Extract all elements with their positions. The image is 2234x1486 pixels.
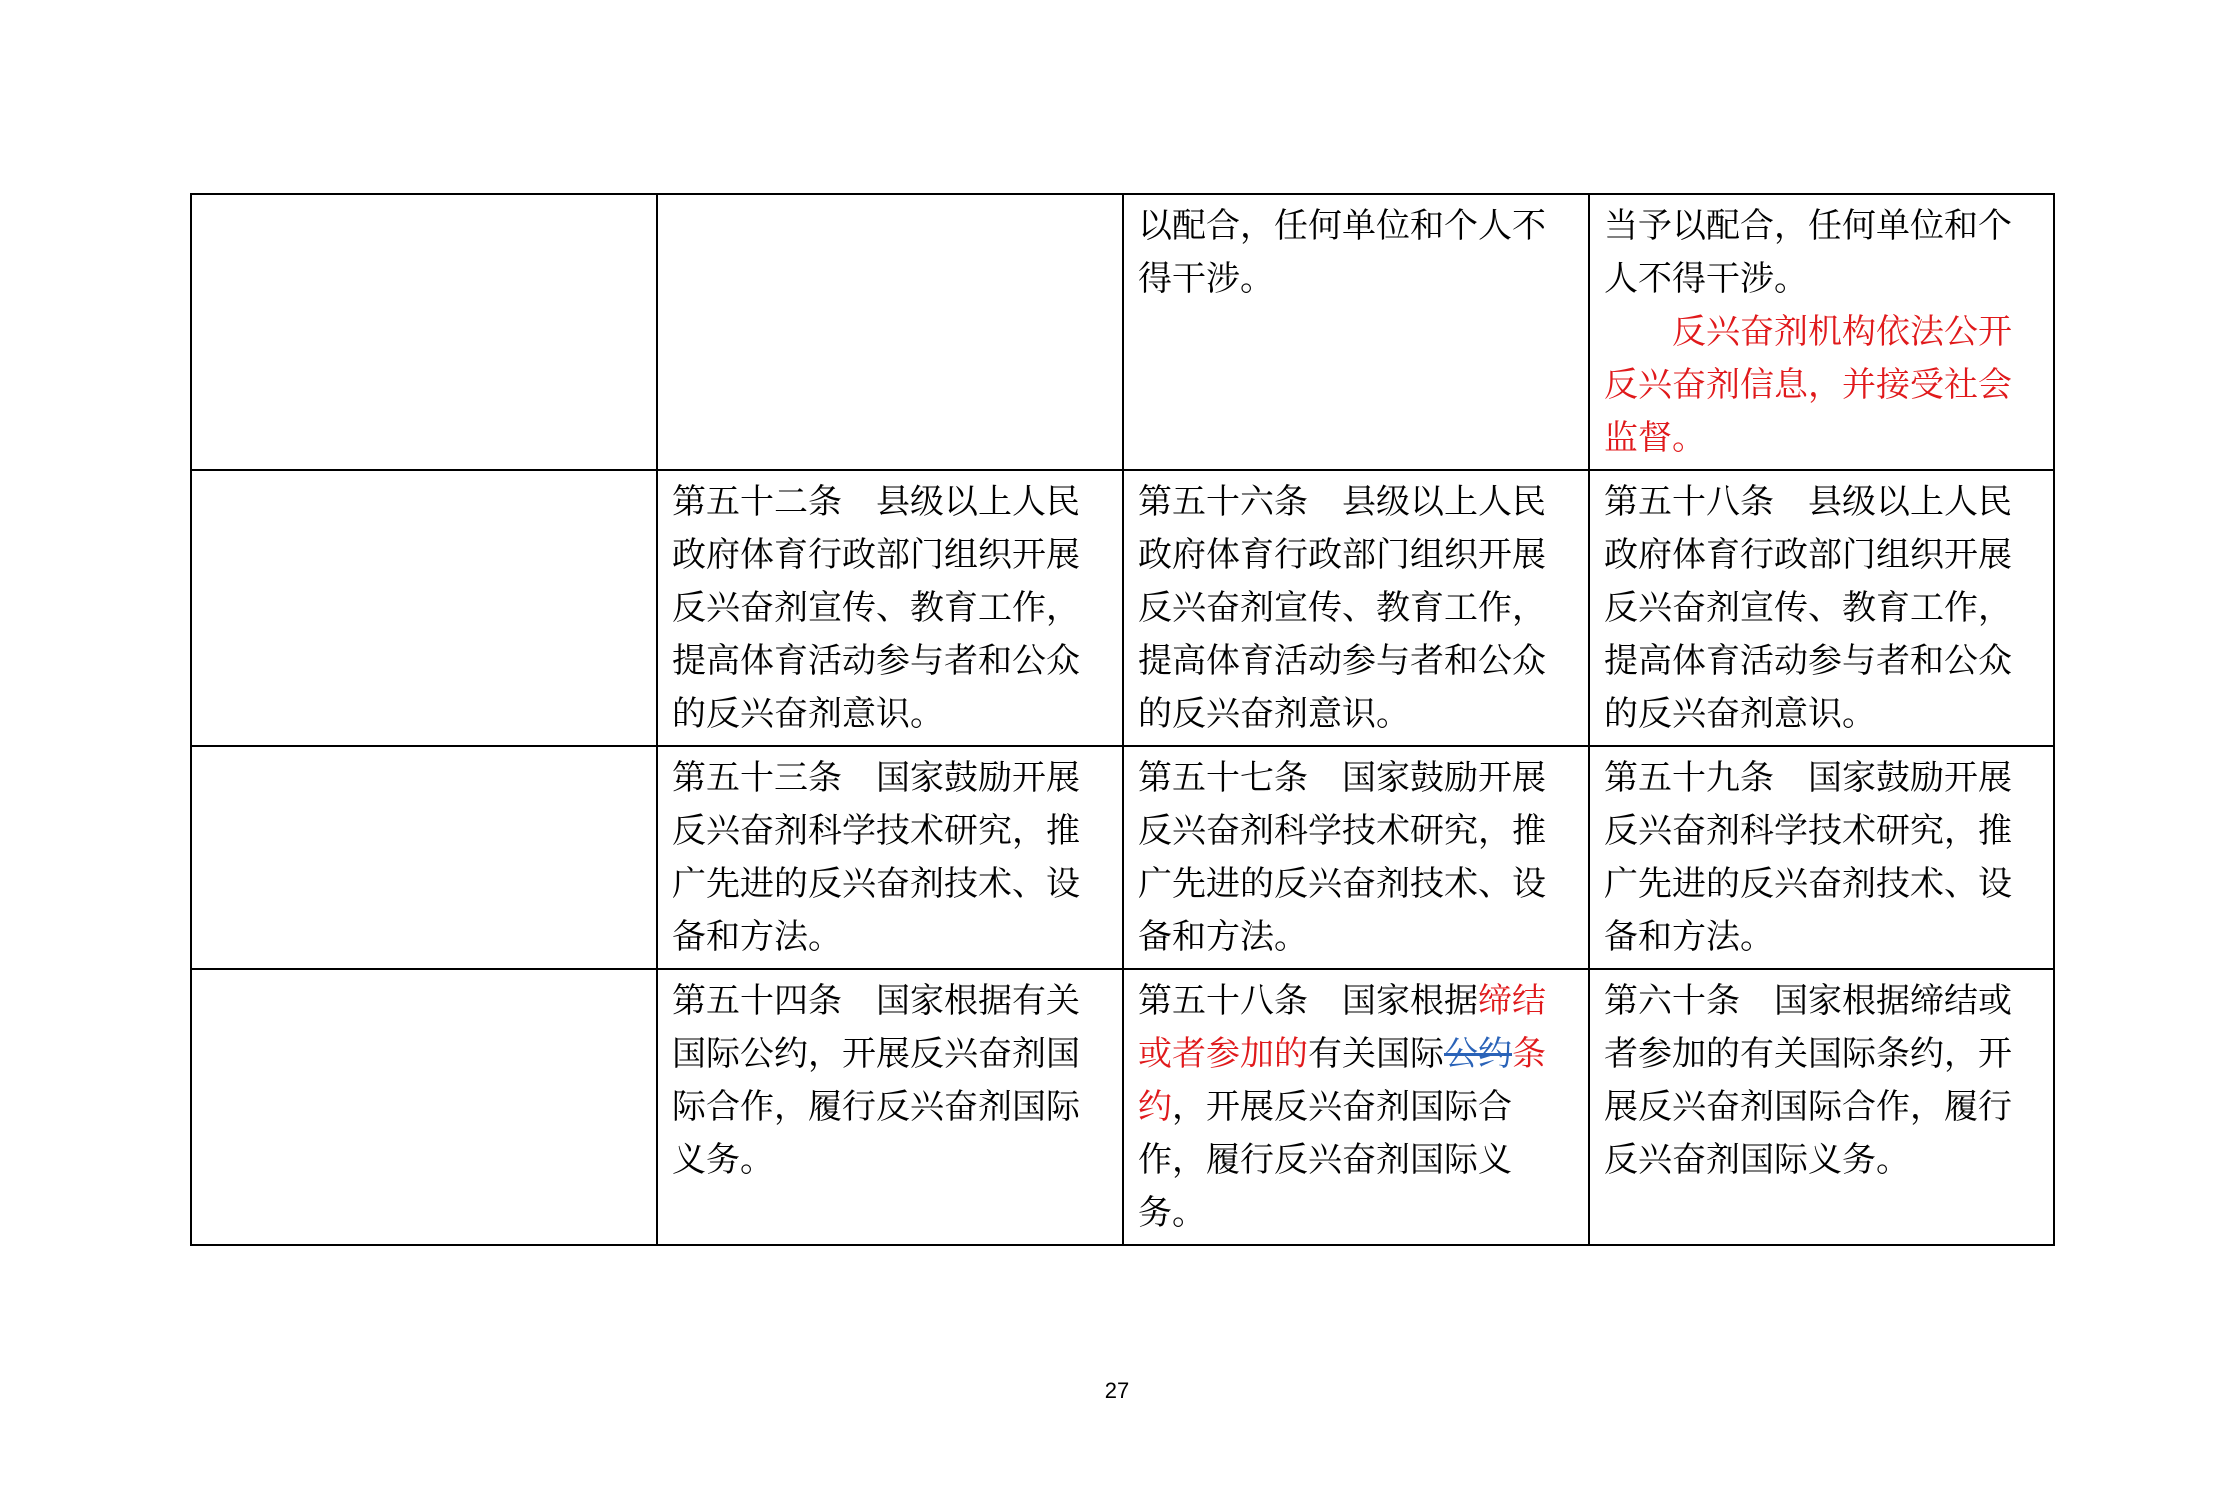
comparison-table	[190, 193, 2055, 1246]
article-body: 国家鼓励开展反兴奋剂科学技术研究，推广先进的反兴奋剂技术、设备和方法。	[672, 758, 1080, 957]
table-row	[191, 470, 2054, 746]
table-row	[191, 969, 2054, 1245]
table-cell-col3	[1123, 194, 1589, 470]
table-cell-col3	[1123, 969, 1589, 1245]
article-text	[1138, 752, 1574, 964]
article-body: 县级以上人民政府体育行政部门组织开展反兴奋剂宣传、教育工作，提高体育活动参与者和公众的反兴奋剂意识。	[1138, 482, 1546, 734]
table-cell-col4	[1589, 746, 2054, 969]
article-body-text: 有关国际	[1308, 1034, 1444, 1074]
article-text	[1604, 476, 2039, 741]
table-row	[191, 194, 2054, 470]
article-number: 第五十三条	[672, 758, 842, 798]
inserted-text: 条约	[1138, 1034, 1546, 1127]
article-body-text: ，开展反兴奋剂国际合作，履行反兴奋剂国际义务。	[1138, 1087, 1512, 1233]
table-cell-col4	[1589, 194, 2054, 470]
table-cell-col1	[191, 746, 657, 969]
page-number: 27	[1104, 1378, 1130, 1403]
article-number: 第五十二条	[672, 482, 842, 522]
article-body: 国家鼓励开展反兴奋剂科学技术研究，推广先进的反兴奋剂技术、设备和方法。	[1138, 758, 1546, 957]
table-cell-col3	[1123, 470, 1589, 746]
article-text	[1138, 975, 1574, 1240]
deleted-text: 公约	[1444, 1034, 1512, 1074]
cell-text: 当予以配合，任何单位和个人不得干涉。	[1604, 206, 2012, 299]
article-body: 国家根据缔结或者参加的有关国际条约，开展反兴奋剂国际合作，履行反兴奋剂国际义务。	[1604, 981, 2012, 1180]
article-number: 第五十六条	[1138, 482, 1308, 522]
table-cell-col1	[191, 470, 657, 746]
article-text	[672, 975, 1108, 1187]
article-body: 国家鼓励开展反兴奋剂科学技术研究，推广先进的反兴奋剂技术、设备和方法。	[1604, 758, 2012, 957]
article-number: 第五十八条	[1604, 482, 1774, 522]
table-cell-col2	[657, 746, 1123, 969]
article-number: 第五十四条	[672, 981, 842, 1021]
table-cell-col2	[657, 969, 1123, 1245]
article-text	[672, 752, 1108, 964]
table-cell-col2	[657, 470, 1123, 746]
article-body-text: 国家根据	[1342, 981, 1478, 1021]
article-number: 第五十七条	[1138, 758, 1308, 798]
article-body: 县级以上人民政府体育行政部门组织开展反兴奋剂宣传、教育工作，提高体育活动参与者和公众的反兴奋剂意识。	[1604, 482, 2012, 734]
article-body: 国家根据有关国际公约，开展反兴奋剂国际合作，履行反兴奋剂国际义务。	[672, 981, 1080, 1180]
table-cell-col3	[1123, 746, 1589, 969]
inserted-text: 缔结或者参加的	[1138, 981, 1546, 1074]
article-number: 第六十条	[1604, 981, 1740, 1021]
article-body: 县级以上人民政府体育行政部门组织开展反兴奋剂宣传、教育工作，提高体育活动参与者和公众的反兴奋剂意识。	[672, 482, 1080, 734]
table-cell-col4	[1589, 969, 2054, 1245]
table-row	[191, 746, 2054, 969]
cell-text: 以配合，任何单位和个人不得干涉。	[1138, 206, 1546, 299]
table-cell-col2	[657, 194, 1123, 470]
article-text	[1604, 752, 2039, 964]
article-text	[1138, 476, 1574, 741]
article-number: 第五十八条	[1138, 981, 1308, 1021]
table-cell-col4	[1589, 470, 2054, 746]
inserted-paragraph: 反兴奋剂机构依法公开反兴奋剂信息，并接受社会监督。	[1604, 312, 2012, 458]
article-number: 第五十九条	[1604, 758, 1774, 798]
article-text	[1604, 975, 2039, 1187]
article-text	[672, 476, 1108, 741]
table-cell-col1	[191, 194, 657, 470]
table-cell-col1	[191, 969, 657, 1245]
